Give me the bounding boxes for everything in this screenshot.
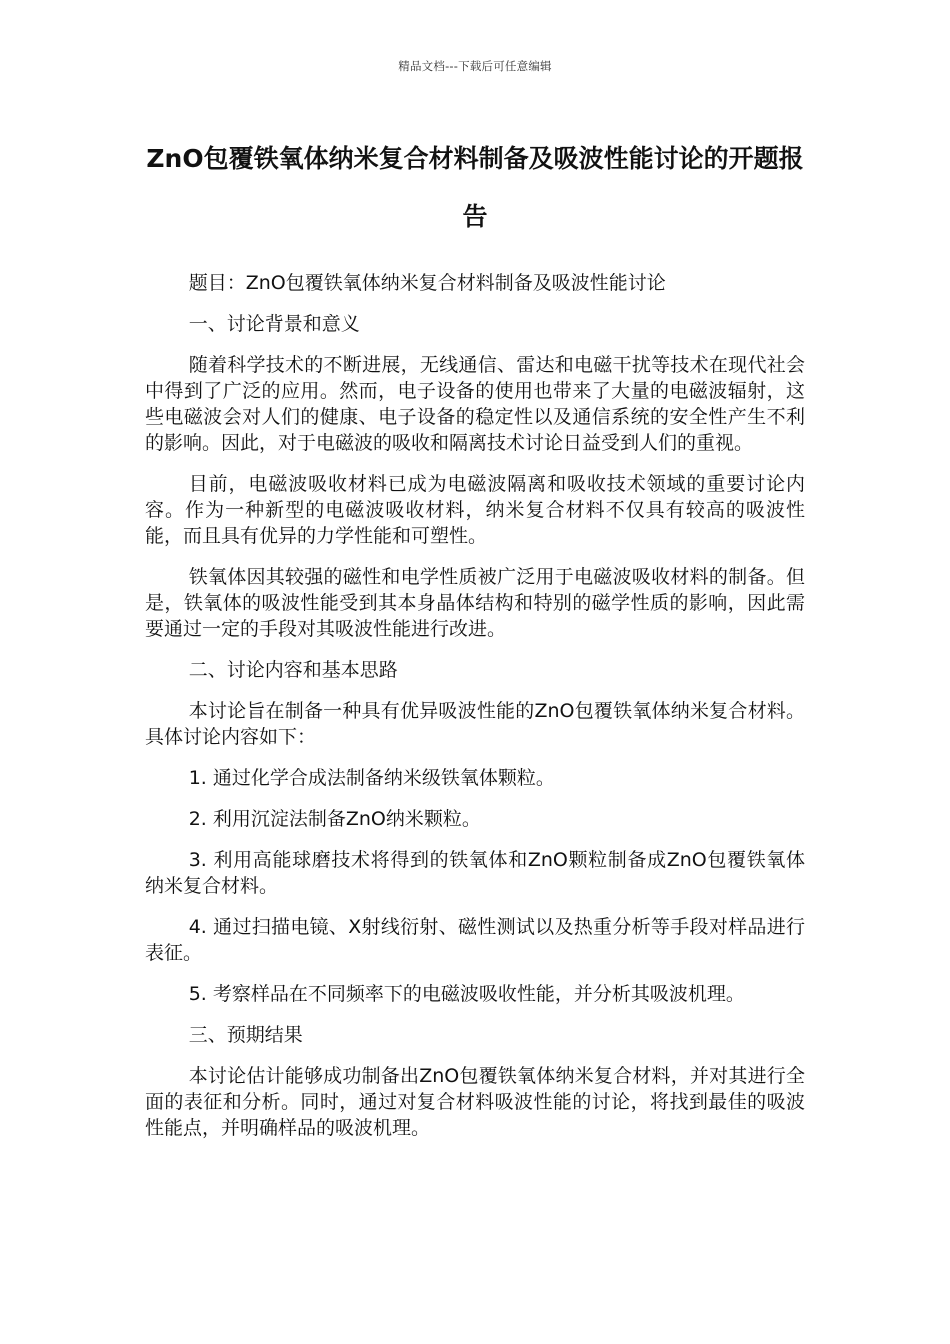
section-heading-results: 三、预期结果 <box>188 1024 303 1046</box>
list-item: 4. 通过扫描电镜、X射线衍射、磁性测试以及热重分析等手段对样品进行表征。 <box>145 916 805 964</box>
page-header-note: 精品文档---下载后可任意编辑 <box>398 59 552 73</box>
list-item: 1. 通过化学合成法制备纳米级铁氧体颗粒。 <box>188 767 555 789</box>
topic-line: 题目：ZnO包覆铁氧体纳米复合材料制备及吸波性能讨论 <box>188 272 666 294</box>
section-heading-background: 一、讨论背景和意义 <box>188 313 360 335</box>
section-heading-content: 二、讨论内容和基本思路 <box>188 659 398 681</box>
body-paragraph: 铁氧体因其较强的磁性和电学性质被广泛用于电磁波吸收材料的制备。但是，铁氧体的吸波性能受到其本身晶体结构和特别的磁学性质的影响，因此需要通过一定的手段对其吸波性能进行改进。 <box>145 566 805 640</box>
body-paragraph: 本讨论旨在制备一种具有优异吸波性能的ZnO包覆铁氧体纳米复合材料。具体讨论内容如下： <box>145 700 805 748</box>
list-item: 2. 利用沉淀法制备ZnO纳米颗粒。 <box>188 808 481 830</box>
list-item: 3. 利用高能球磨技术将得到的铁氧体和ZnO颗粒制备成ZnO包覆铁氧体纳米复合材料。 <box>145 849 805 897</box>
document-body <box>145 270 805 1156</box>
document-title: ZnO包覆铁氧体纳米复合材料制备及吸波性能讨论的开题报告 <box>146 144 804 231</box>
body-paragraph: 目前，电磁波吸收材料已成为电磁波隔离和吸收技术领域的重要讨论内容。作为一种新型的电磁波吸收材料，纳米复合材料不仅具有较高的吸波性能，而且具有优异的力学性能和可塑性。 <box>145 473 805 547</box>
list-item: 5. 考察样品在不同频率下的电磁波吸收性能，并分析其吸波机理。 <box>188 983 745 1005</box>
body-paragraph: 随着科学技术的不断进展，无线通信、雷达和电磁干扰等技术在现代社会中得到了广泛的应用。然而，电子设备的使用也带来了大量的电磁波辐射，这些电磁波会对人们的健康、电子设备的稳定性以及通信系统的安全性产生不利的影响。因此，对于电磁波的吸收和隔离技术讨论日益受到人们的重视。 <box>145 354 805 454</box>
body-paragraph: 本讨论估计能够成功制备出ZnO包覆铁氧体纳米复合材料，并对其进行全面的表征和分析。同时，通过对复合材料吸波性能的讨论，将找到最佳的吸波性能点，并明确样品的吸波机理。 <box>145 1065 805 1139</box>
